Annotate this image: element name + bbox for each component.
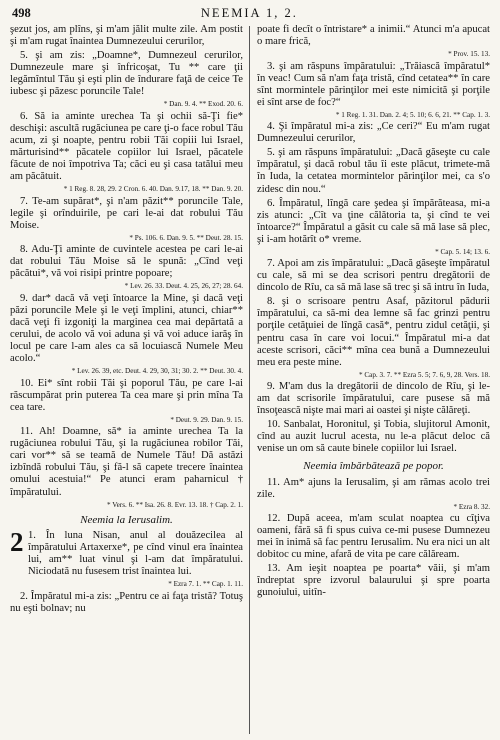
verse-text: 9. dar* dacă vă veţi întoarce la Mine, şi dacă veţi păzi poruncile Mele şi le veţi împlini, atunci, chiar** dacă veţi fi izgoniţi la marginea cea mai depărtată a cerului, de acolo vă voi aduna şi vă voi aduce iarăş în locul pe care l-am ales ca să locuiască Numele Meu acolo.“ [10,292,243,365]
cross-reference: * Prov. 15. 13. [448,50,490,59]
verse-text: 1. În luna Nisan, anul al douăzecilea al împăratului Artaxerxe*, pe cînd vinul era înaintea lui, am** luat vinul şi l-am dat împăratului. Niciodată nu fusesem trist înaintea lui. [28,530,243,578]
left-column [10,24,243,736]
cross-reference: * Vers. 6. ** Isa. 26. 8. Evr. 13. 18. † Cap. 2. 1. [106,500,243,509]
verse-text: 6. Împăratul, lîngă care şedea şi împărăteasa, mi-a zis atunci: „Cît va ţine călătoria ta, şi cînd te vei întoarce?“ Împăratul a găsit cu cale să mă lase să plec, şi i-am hotărît o* vreme. [257,197,490,245]
verse-text: 13. Am ieşit noaptea pe poarta* văii, şi m'am îndreptat spre izvorul balaurului şi spre poarta gunoiului, uitîn- [257,563,490,599]
verse-text: poate fi decît o întristare* a inimii.“ Atunci m'a apucat o mare frică, [257,24,490,48]
cross-reference: * Ezra 7. 1. ** Cap. 1. 11. [168,580,243,589]
verse-text: 12. După aceea, m'am sculat noaptea cu cîţiva oameni, fără să fi spus cuiva ce-mi pusese Dumnezeu mei în inimă să fac pentru Ierusalim. Nu era nici un alt dobitoc cu mine, afară de vita pe care călăream. [257,513,490,561]
chapter-number: 2 [10,527,24,558]
running-title: NEEMIA 1, 2. [200,6,298,20]
column-divider [249,26,250,734]
cross-reference: * Cap. 5. 14; 13. 6. [435,247,490,256]
cross-reference: * Cap. 3. 7. ** Ezra 5. 5; 7. 6, 9, 28. Vers. 18. [358,370,490,379]
section-heading: Neemia îmbărbătează pe popor. [303,460,444,473]
verse-text: 11. Ah! Doamne, să* ia aminte urechea Ta la rugăciunea robului Tău, şi la rugăciunea robilor Tăi, cari vor** să se teamă de Numele Tău! Dă astăzi izbîndă robului Tău, şi fă-l să capete trecere înaintea omului acestuia!“ Pe atunci eram paharnicul † împăratului. [10,426,243,498]
verse-text: 4. Şi împăratul mi-a zis: „Ce ceri?“ Eu m'am rugat Dumnezeului cerurilor, [257,121,490,145]
running-header [12,6,488,24]
verse-text: 7. Apoi am zis împăratului: „Dacă găseşte împăratul cu cale, să mi se dea scrisori pentru dregătorii de dincolo de Rîu, ca să mă lase să trec şi să intru în Iuda, [257,258,490,294]
verse-text: 5. şi am răspuns împăratului: „Dacă găseşte cu cale împăratul, şi dacă robul tău îi este plăcut, trimete-mă în Iuda, la cetatea mormintelor părinţilor mei, ca s'o zidesc din nou.“ [257,147,490,195]
verse-text: 10. Sanbalat, Horonitul, şi Tobia, slujitorul Amonit, cînd au auzit lucrul acesta, nu le-a plăcut deloc că venise un om să caute binele copiilor lui Israel. [257,419,490,455]
cross-reference: * 1 Reg. 1. 31. Dan. 2. 4; 5. 10; 6. 6, 21. ** Cap. 1. 3. [335,110,490,119]
verse-text: 6. Să ia aminte urechea Ta şi ochii să-Ţi fie* deschişi: ascultă rugăciunea pe care ţi-o face robul Tău acum, zi şi noapte, pentru robii Tăi copiii lui Israel, mărturisind** păcatele copiilor lui Israel, păcatele făcute de noi împotriva Ta; căci eu şi casa tatălui meu am păcătuit. [10,110,243,183]
section-heading: Neemia la Ierusalim. [80,514,173,527]
verse-text: 8. Adu-Ţi aminte de cuvintele acestea pe cari le-ai dat robului Tău Moise să le spună: „Cînd veţi păcătui*, vă voi risipi printre popoare; [10,244,243,280]
verse-text: 10. Ei* sînt robii Tăi şi poporul Tău, pe care l-ai răscumpărat prin puterea Ta cea mare şi prin mîna Ta cea tare. [10,377,243,413]
cross-reference: * Dan. 9. 4. ** Exod. 20. 6. [163,100,243,109]
cross-reference: * Ezra 8. 32. [453,502,490,511]
cross-reference: * Ps. 106. 6. Dan. 9. 5. ** Deut. 28. 15. [129,233,243,242]
verse-text: şezut jos, am plîns, şi m'am jălit multe zile. Am postit şi m'am rugat înaintea Dumnezeului cerurilor, [10,24,243,48]
verse-text: 2. Împăratul mi-a zis: „Pentru ce ai faţa tristă? Totuş nu eşti bolnav; nu [10,590,243,614]
verse-text: 7. Te-am supărat*, şi n'am păzit** poruncile Tale, legile şi orînduirile, pe cari le-ai dat robului Tău Moise. [10,195,243,231]
cross-reference: * Lev. 26. 39, etc. Deut. 4. 29, 30, 31; 30. 2. ** Deut. 30. 4. [71,367,243,376]
verse-text: 11. Am* ajuns la Ierusalim, şi am rămas acolo trei zile. [257,476,490,500]
verse-text: 5. şi am zis: „Doamne*, Dumnezeul cerurilor, Dumnezeule mare şi înfricoşat, Tu ** care ţii legămîntul Tău şi eşti plin de îndurare faţă de ceice Te iubesc şi păzesc poruncile Tale! [10,50,243,98]
page-number: 498 [12,6,31,20]
right-column [257,24,490,736]
verse-text: 9. M'am dus la dregătorii de dincolo de Rîu, şi le-am dat scrisorile împăratului, care pusese să mă însoţească niştе mai mari ai oastei şi nişte călăreţi. [257,381,490,417]
cross-reference: * Lev. 26. 33. Deut. 4. 25, 26, 27; 28. 64. [124,282,243,291]
verse-text: 8. şi o scrisoare pentru Asaf, păzitorul pădurii împăratului, ca să-mi dea lemne să fac grinzi pentru porţile cetăţuiei de lîngă casă*, pentru zidul cetăţii, şi pentru casa în care voi locui.“ Împăratul mi-a dat aceste scrisori, căci** mîna cea bună a Dumnezeului meu era peste mine. [257,296,490,368]
cross-reference: * 1 Reg. 8. 28, 29. 2 Cron. 6. 40. Dan. 9.17, 18. ** Dan. 9. 20. [63,185,243,194]
chapter-start [10,527,243,578]
verse-text: 3. şi am răspuns împăratului: „Trăiască împăratul* în veac! Cum să n'am faţa tristă, cînd cetatea** în care sînt mormintele părinţilor mei este nimicită şi porţile ei sînt arse de foc?“ [257,60,490,108]
cross-reference: * Deut. 9. 29. Dan. 9. 15. [170,415,243,424]
